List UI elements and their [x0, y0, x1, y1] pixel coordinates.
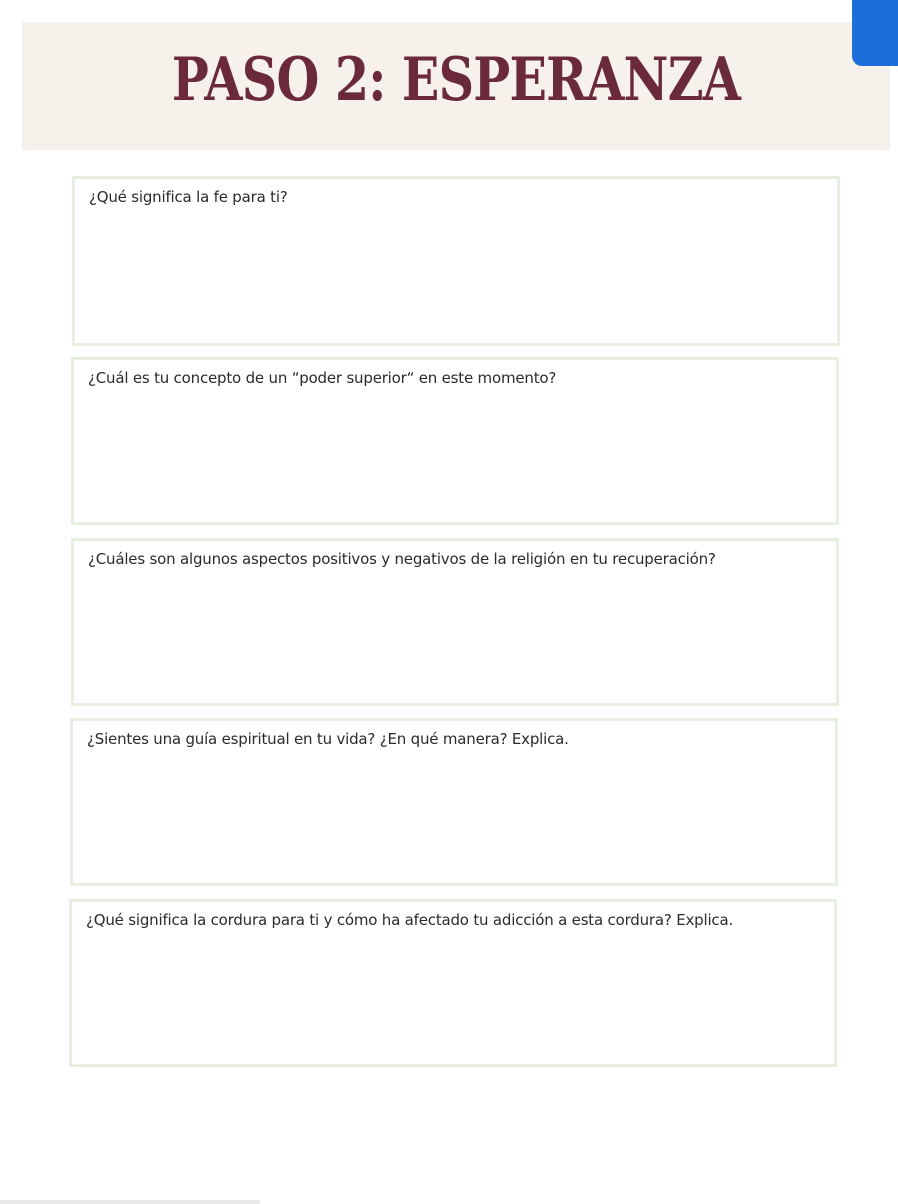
- question-box-faith[interactable]: [72, 176, 840, 346]
- question-box-spiritual-guide[interactable]: [70, 718, 838, 886]
- page-edge-shadow: [0, 1200, 260, 1204]
- question-box-religion[interactable]: [71, 538, 839, 706]
- question-text: ¿Sientes una guía espiritual en tu vida? ¿En qué manera? Explica.: [87, 730, 569, 748]
- page-title: PASO 2: ESPERANZA: [171, 45, 741, 115]
- header-band: [22, 22, 890, 150]
- question-text: ¿Qué significa la fe para ti?: [89, 188, 288, 206]
- question-box-sanity[interactable]: [69, 899, 837, 1067]
- question-text: ¿Qué significa la cordura para ti y cómo ha afectado tu adicción a esta cordura? Explica.: [86, 911, 734, 929]
- question-text: ¿Cuál es tu concepto de un “poder superior“ en este momento?: [88, 369, 557, 387]
- corner-tab: [852, 0, 898, 66]
- question-text: ¿Cuáles son algunos aspectos positivos y negativos de la religión en tu recuperación?: [88, 550, 716, 568]
- question-box-higher-power[interactable]: [71, 357, 839, 525]
